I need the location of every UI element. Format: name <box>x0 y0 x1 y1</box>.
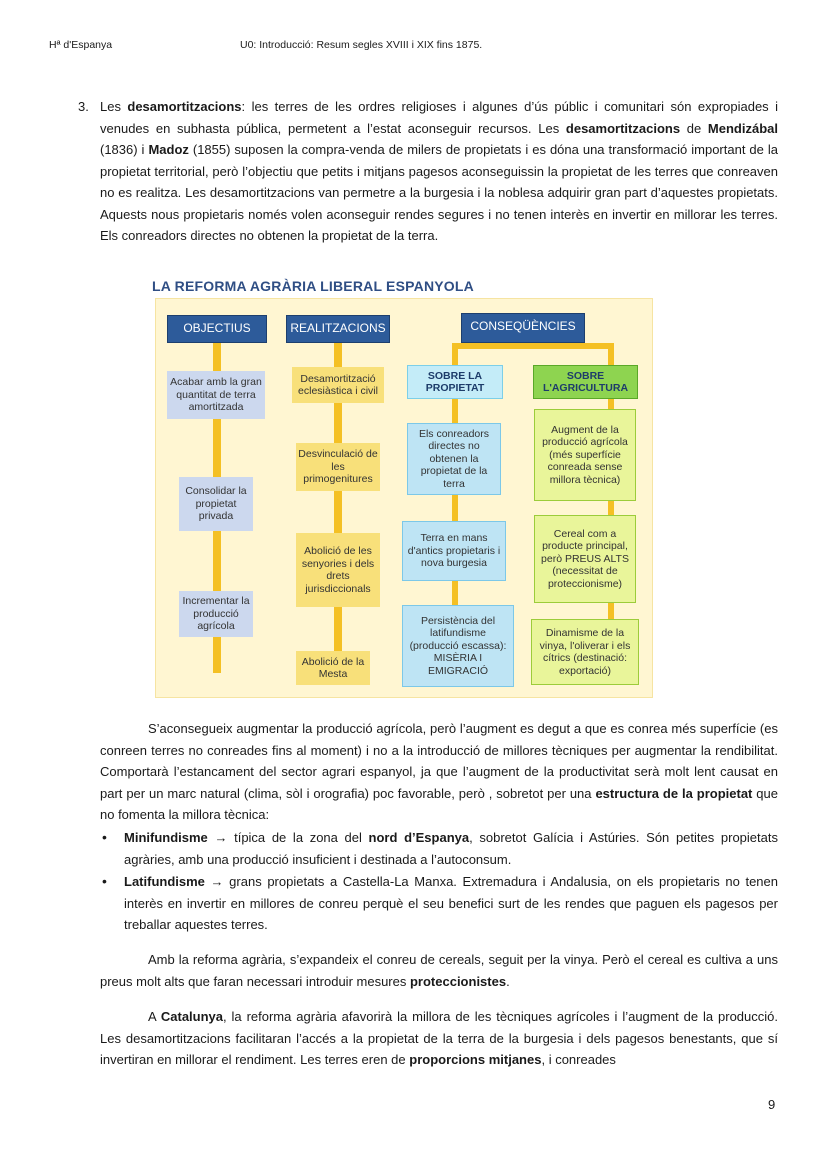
agricultura-box: Cereal com a producte principal, però PREUS ALTS (necessitat de proteccionisme) <box>534 515 636 603</box>
page-number: 9 <box>768 1097 776 1112</box>
diagram-title: LA REFORMA AGRÀRIA LIBERAL ESPANYOLA <box>152 278 474 294</box>
subheader-agricultura: SOBRE L'AGRICULTURA <box>533 365 638 399</box>
realitzacio-box: Desvinculació de les primogenitures <box>296 443 380 491</box>
paragraph-catalunya: A Catalunya, la reforma agrària afavorirà la millora de les tècniques agrícoles i l’augment de la producció. Les desamortitzacions facilitaran l’accés a la propietat de la terra de la burgesia i dels pagesos benestants, que sí invertiran en millorar el rendiment. Les terres eren de proporcions mitjanes, i conreades <box>100 1009 778 1067</box>
bullet-dot: • <box>102 873 107 889</box>
paragraph-desamortitzacions: Les desamortitzacions: les terres de les ordres religioses i algunes d’ús públic i comunitari són expropiades i venudes en subhasta pública, permetent a l’estat aconseguir recursos. Les desamortitzacions de Mendizábal (1836) i Madoz (1855) suposen la compra-venda de milers de propietats i es dóna una transformació important de la propietat territorial, però l’objectiu que petits i mitjans pagesos aconseguissin la propietat de les terres que conreaven no es realitza. Les desamortitzacions van permetre a la burgesia i la noblesa adquirir gran part d’aquestes propietats. Aquests nous propietaris només volen aconseguir rendes segures i no tenen interès en invertir en millorar les terres. Els conreadors directes no obtenen la propietat de la terra. <box>100 99 778 243</box>
objectiu-box: Consolidar la propietat privada <box>179 477 253 531</box>
propietat-box: Els conreadors directes no obtenen la propietat de la terra <box>407 423 501 495</box>
agricultura-box: Dinamisme de la vinya, l'oliverar i els cítrics (destinació: exportació) <box>531 619 639 685</box>
paragraph-cereals: Amb la reforma agrària, s’expandeix el conreu de cereals, seguit per la vinya. Però el cereal es cultiva a uns preus molt alts que faran necessari introduir mesures proteccionistes. <box>100 952 778 989</box>
header-subject: Hª d'Espanya <box>49 39 113 51</box>
realitzacio-box: Desamortització eclesiàstica i civil <box>292 367 384 403</box>
objectiu-box: Acabar amb la gran quantitat de terra amortitzada <box>167 371 265 419</box>
agricultura-box: Augment de la producció agrícola (més superfície conreada sense millora tècnica) <box>534 409 636 501</box>
bullet-latifundisme: Latifundisme → grans propietats a Castella-La Manxa. Extremadura i Andalusia, on els propietaris no tenen interès en invertir en millores de conreu perquè el seu benefici surt de les rendes que paguen els pagesos per treballar aquestes terres. <box>124 874 778 932</box>
bullet-dot: • <box>102 829 107 845</box>
objectiu-box: Incrementar la producció agrícola <box>179 591 253 637</box>
subheader-propietat: SOBRE LA PROPIETAT <box>407 365 503 399</box>
header-realitzacions: REALITZACIONS <box>286 315 390 343</box>
paragraph-produccio: S’aconsegueix augmentar la producció agrícola, però l’augment es degut a que es conrea més superfície (es conreen terres no conreades fins al moment) i no a la introducció de millores tècniques per augmentar la rendibilitat. Comportarà l’estancament del sector agrari espanyol, ja que l’augment de la productivitat serà molt lent causat en part per un marc natural (clima, sòl i orografia) poc favorable, però , sobretot per una estructura de la propietat que no fomenta la millora tècnica: <box>100 721 778 822</box>
header-unit-title: U0: Introducció: Resum segles XVIII i XIX fins 1875. <box>240 39 483 51</box>
header-objectius: OBJECTIUS <box>167 315 267 343</box>
section-number: 3. <box>78 99 89 114</box>
realitzacio-box: Abolició de les senyories i dels drets jurisdiccionals <box>296 533 380 607</box>
propietat-box: Persistència del latifundisme (producció escassa): MISÈRIA I EMIGRACIÓ <box>402 605 514 687</box>
bullet-minifundisme: Minifundisme → típica de la zona del nord d’Espanya, sobretot Galícia i Astúries. Són petites propietats agràries, amb una producció insuficient i destinada a l’autoconsum. <box>124 830 778 867</box>
realitzacio-box: Abolició de la Mesta <box>296 651 370 685</box>
reform-diagram <box>155 298 653 698</box>
propietat-box: Terra en mans d'antics propietaris i nova burgesia <box>402 521 506 581</box>
header-consequencies: CONSEQÜÈNCIES <box>461 313 585 343</box>
